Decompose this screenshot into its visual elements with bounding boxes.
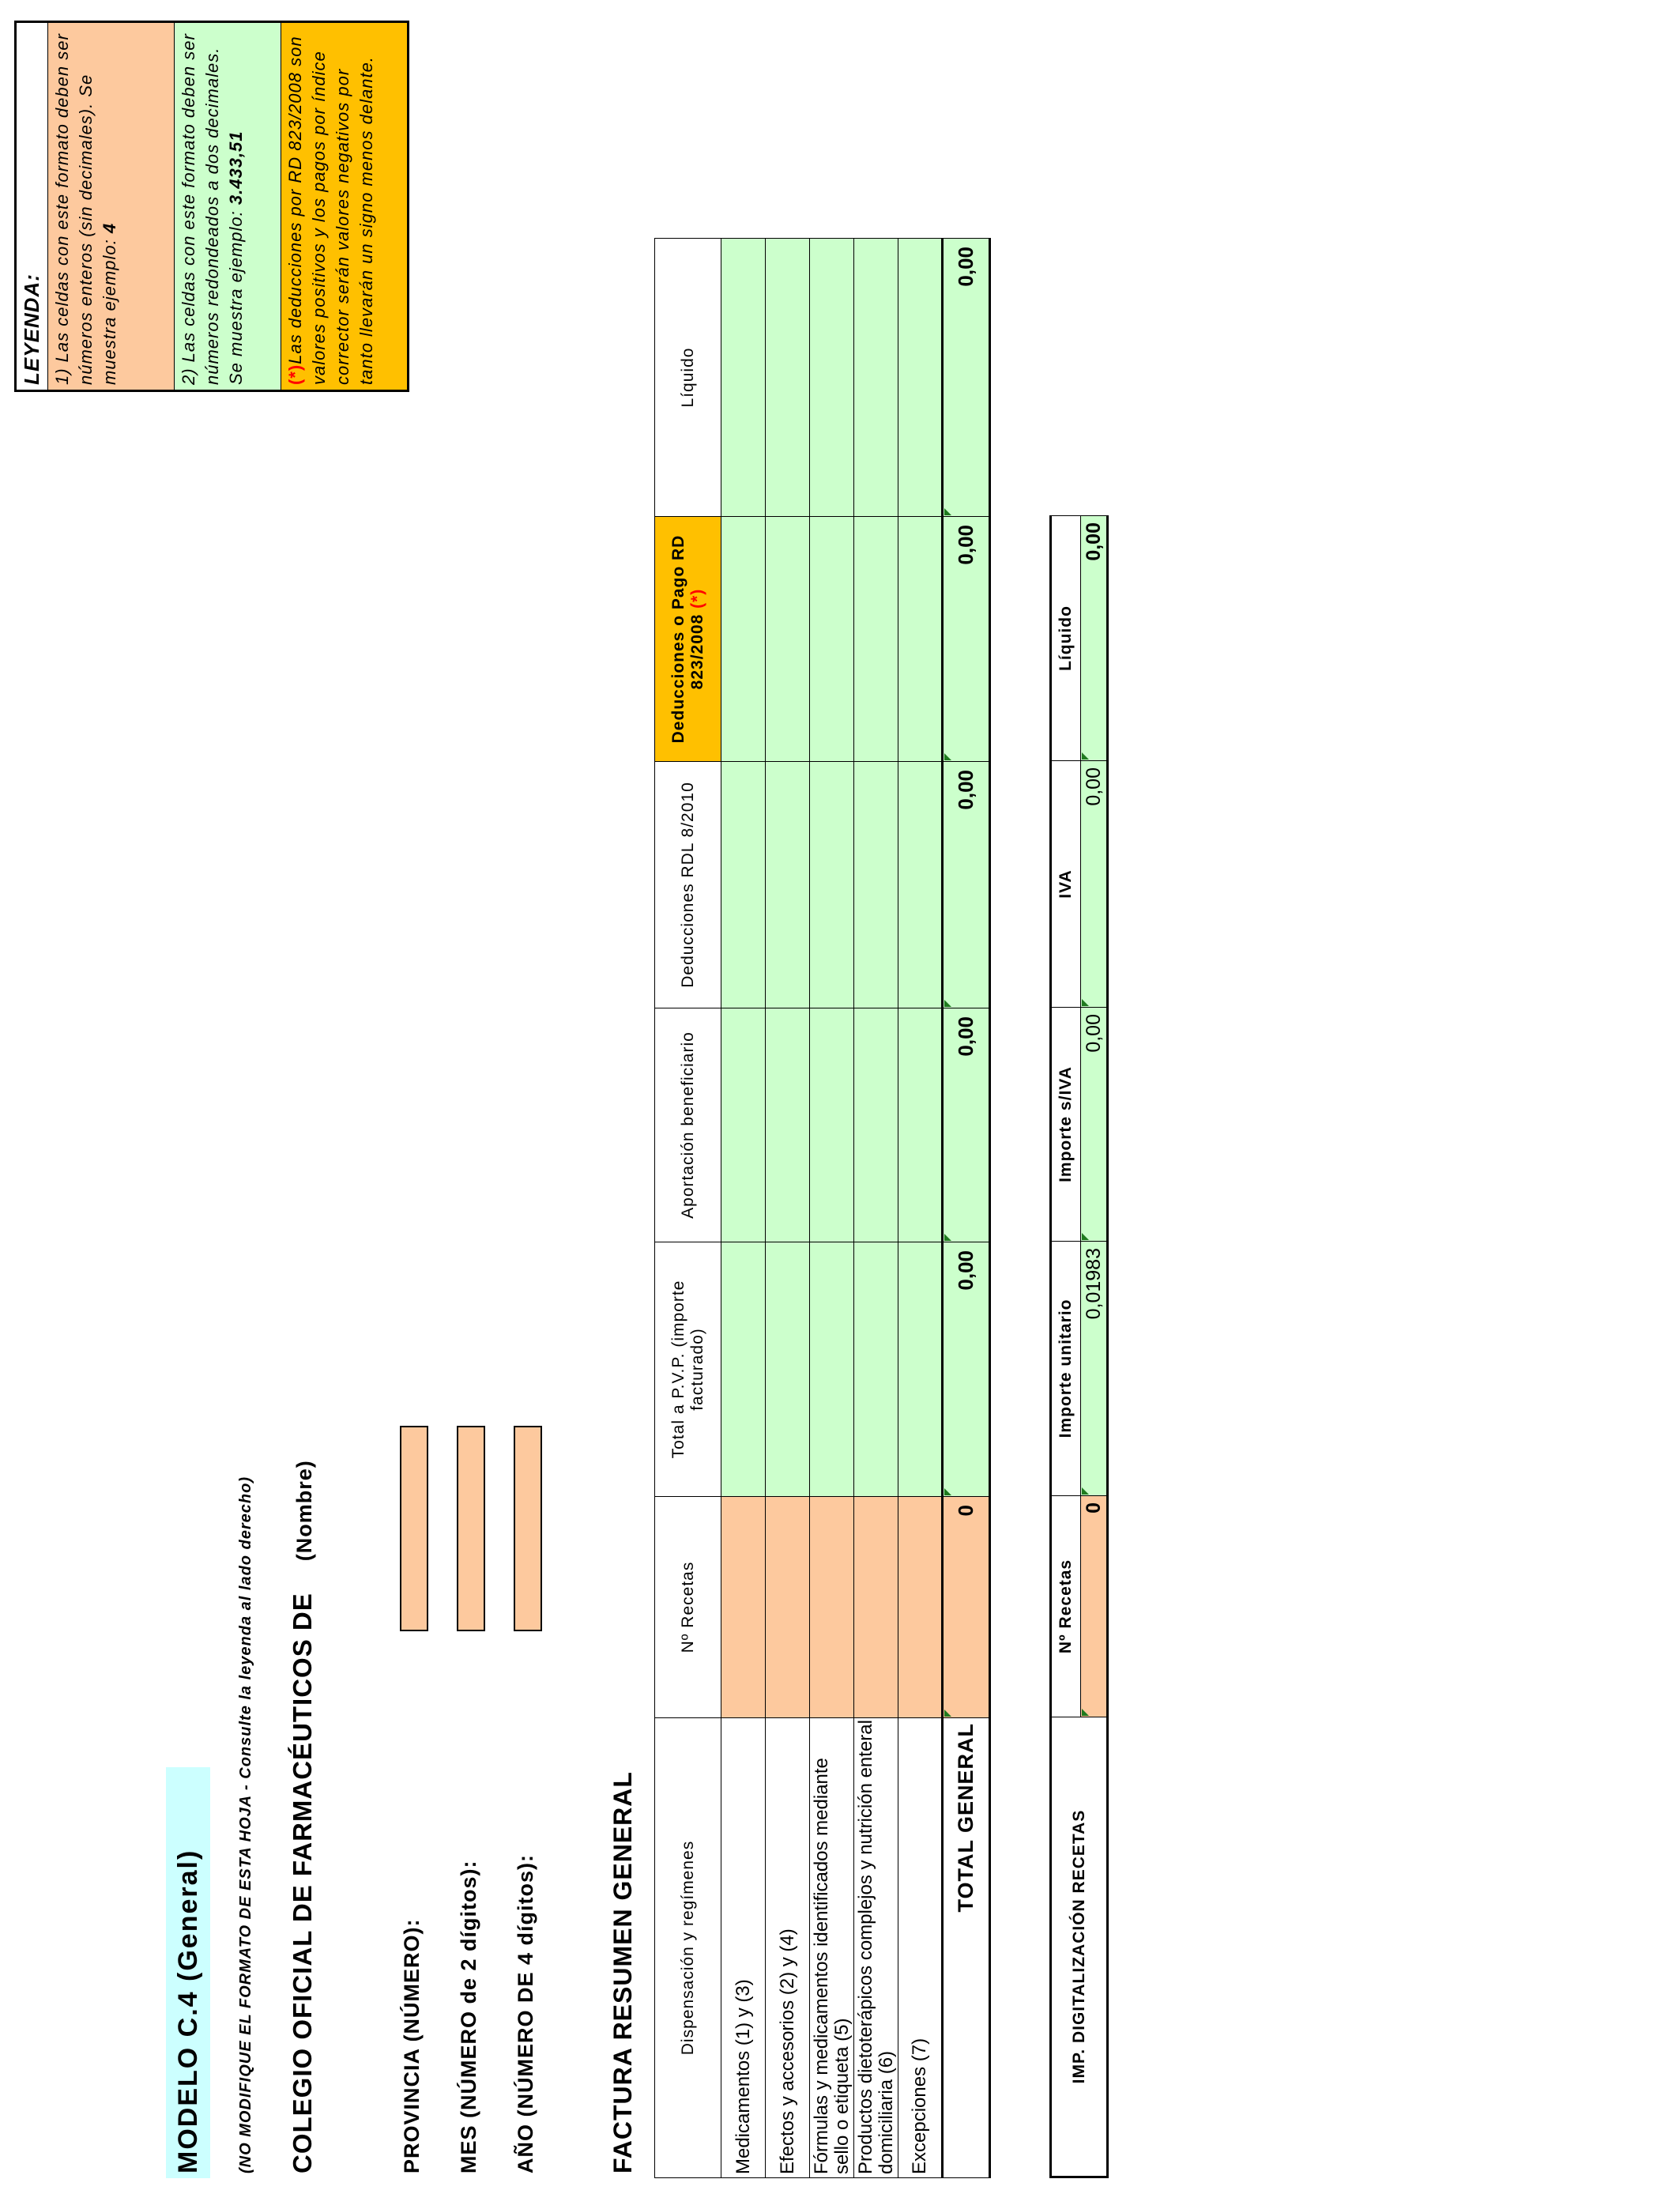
provincia-input[interactable] <box>400 1426 428 1631</box>
legend-deducciones-text: Las deducciones por RD 823/2008 son valores positivos y los pagos por índice corrector serán valores negativos por tanto llevarán un signo menos delante. <box>285 36 376 385</box>
total-rdl: 0,00 <box>943 762 990 1008</box>
aportacion-cell[interactable] <box>766 1008 810 1242</box>
colegio-name-field[interactable]: (Nombre) <box>292 1460 316 1562</box>
dig-col-recetas: Nº Recetas <box>1051 1496 1081 1717</box>
legend-decimal-text: 2) Las celdas con este formato deben ser números redondeados a dos decimales. Se muestra ejemplo: <box>179 33 246 385</box>
liquido-cell[interactable] <box>721 239 766 517</box>
col-pvp: Total a P.V.P. (importe facturado) <box>655 1242 721 1497</box>
aportacion-cell[interactable] <box>898 1008 943 1242</box>
col-liquido: Líquido <box>655 239 721 517</box>
row-label: Excepciones (7) <box>898 1718 943 2178</box>
col-aportacion: Aportación beneficiario <box>655 1008 721 1242</box>
rd823-cell[interactable] <box>898 517 943 762</box>
liquido-cell[interactable] <box>898 239 943 517</box>
rd823-cell[interactable] <box>721 517 766 762</box>
total-rd823: 0,00 <box>943 517 990 762</box>
liquido-cell[interactable] <box>854 239 898 517</box>
total-aportacion: 0,00 <box>943 1008 990 1242</box>
col-rd823-label: Deducciones o Pago RD 823/2008 <box>669 534 706 744</box>
dig-col-liquido: Líquido <box>1051 516 1081 761</box>
row-label: Efectos y accesorios (2) y (4) <box>766 1718 810 2178</box>
recetas-cell[interactable] <box>721 1497 766 1718</box>
table-row <box>898 239 943 2178</box>
legend-decimal <box>175 23 281 390</box>
total-pvp: 0,00 <box>943 1242 990 1497</box>
dig-recetas-value[interactable]: 0 <box>1081 1496 1108 1717</box>
rdl-cell[interactable] <box>721 762 766 1008</box>
colegio-heading <box>288 1460 318 2173</box>
legend-integer-text: 1) Las celdas con este formato deben ser números enteros (sin decimales). Se muestra ejemplo: <box>52 33 119 385</box>
total-row <box>943 239 990 2178</box>
legend-asterisk: (*) <box>285 364 305 385</box>
dig-col-iva: IVA <box>1051 761 1081 1008</box>
col-rdl: Deducciones RDL 8/2010 <box>655 762 721 1008</box>
recetas-cell[interactable] <box>766 1497 810 1718</box>
aportacion-cell[interactable] <box>854 1008 898 1242</box>
table-row <box>721 239 766 2178</box>
digitalizacion-header-row <box>1051 516 1081 2177</box>
dig-unitario-value: 0,01983 <box>1081 1242 1108 1496</box>
dig-liquido-value: 0,00 <box>1081 516 1108 761</box>
legend-integer <box>48 23 175 390</box>
colegio-label: COLEGIO OFICIAL DE FARMACÉUTICOS DE <box>288 1593 317 2173</box>
recetas-cell[interactable] <box>810 1497 854 1718</box>
row-label: Productos dietoterápicos complejos y nutrición enteral domiciliaria (6) <box>854 1718 898 2178</box>
factura-table <box>654 238 991 2178</box>
pvp-cell[interactable] <box>854 1242 898 1497</box>
total-liquido: 0,00 <box>943 239 990 517</box>
digitalizacion-label: IMP. DIGITALIZACIÓN RECETAS <box>1051 1717 1108 2177</box>
page-title: MODELO C.4 (General) <box>173 1849 203 2173</box>
legend-integer-example: 4 <box>100 222 119 234</box>
format-warning: (NO MODIFIQUE EL FORMATO DE ESTA HOJA - Consulte la leyenda al lado derecho) <box>237 1476 254 2173</box>
liquido-cell[interactable] <box>766 239 810 517</box>
asterisk-mark: (*) <box>687 588 706 609</box>
table-row <box>854 239 898 2178</box>
anio-input[interactable] <box>514 1426 542 1631</box>
dig-iva-value: 0,00 <box>1081 761 1108 1008</box>
legend-box <box>14 21 409 392</box>
dig-col-siva: Importe s/IVA <box>1051 1008 1081 1242</box>
rd823-cell[interactable] <box>810 517 854 762</box>
aportacion-cell[interactable] <box>721 1008 766 1242</box>
pvp-cell[interactable] <box>810 1242 854 1497</box>
table-header-row <box>655 239 721 2178</box>
row-label: Fórmulas y medicamentos identificados mediante sello o etiqueta (5) <box>810 1718 854 2178</box>
recetas-cell[interactable] <box>898 1497 943 1718</box>
anio-label: AÑO (NÚMERO DE 4 dígitos): <box>514 1854 537 2173</box>
factura-title: FACTURA RESUMEN GENERAL <box>608 1771 637 2173</box>
table-row <box>810 239 854 2178</box>
digitalizacion-table <box>1049 515 1109 2178</box>
col-recetas: Nº Recetas <box>655 1497 721 1718</box>
rdl-cell[interactable] <box>898 762 943 1008</box>
col-rd823 <box>655 517 721 762</box>
aportacion-cell[interactable] <box>810 1008 854 1242</box>
rdl-cell[interactable] <box>766 762 810 1008</box>
mes-input[interactable] <box>457 1426 485 1631</box>
rd823-cell[interactable] <box>854 517 898 762</box>
rd823-cell[interactable] <box>766 517 810 762</box>
pvp-cell[interactable] <box>898 1242 943 1497</box>
rdl-cell[interactable] <box>810 762 854 1008</box>
pvp-cell[interactable] <box>766 1242 810 1497</box>
rdl-cell[interactable] <box>854 762 898 1008</box>
legend-decimal-example: 3.433,51 <box>226 130 246 205</box>
total-label: TOTAL GENERAL <box>943 1718 990 2178</box>
legend-title: LEYENDA: <box>17 23 48 390</box>
row-label: Medicamentos (1) y (3) <box>721 1718 766 2178</box>
provincia-label: PROVINCIA (NÚMERO): <box>400 1918 424 2173</box>
col-dispensacion: Dispensación y regímenes <box>655 1718 721 2178</box>
total-recetas: 0 <box>943 1497 990 1718</box>
dig-siva-value: 0,00 <box>1081 1008 1108 1242</box>
liquido-cell[interactable] <box>810 239 854 517</box>
pvp-cell[interactable] <box>721 1242 766 1497</box>
legend-deducciones <box>281 23 407 390</box>
dig-col-unitario: Importe unitario <box>1051 1242 1081 1496</box>
recetas-cell[interactable] <box>854 1497 898 1718</box>
table-row <box>766 239 810 2178</box>
mes-label: MES (NÚMERO de 2 dígitos): <box>457 1860 480 2173</box>
